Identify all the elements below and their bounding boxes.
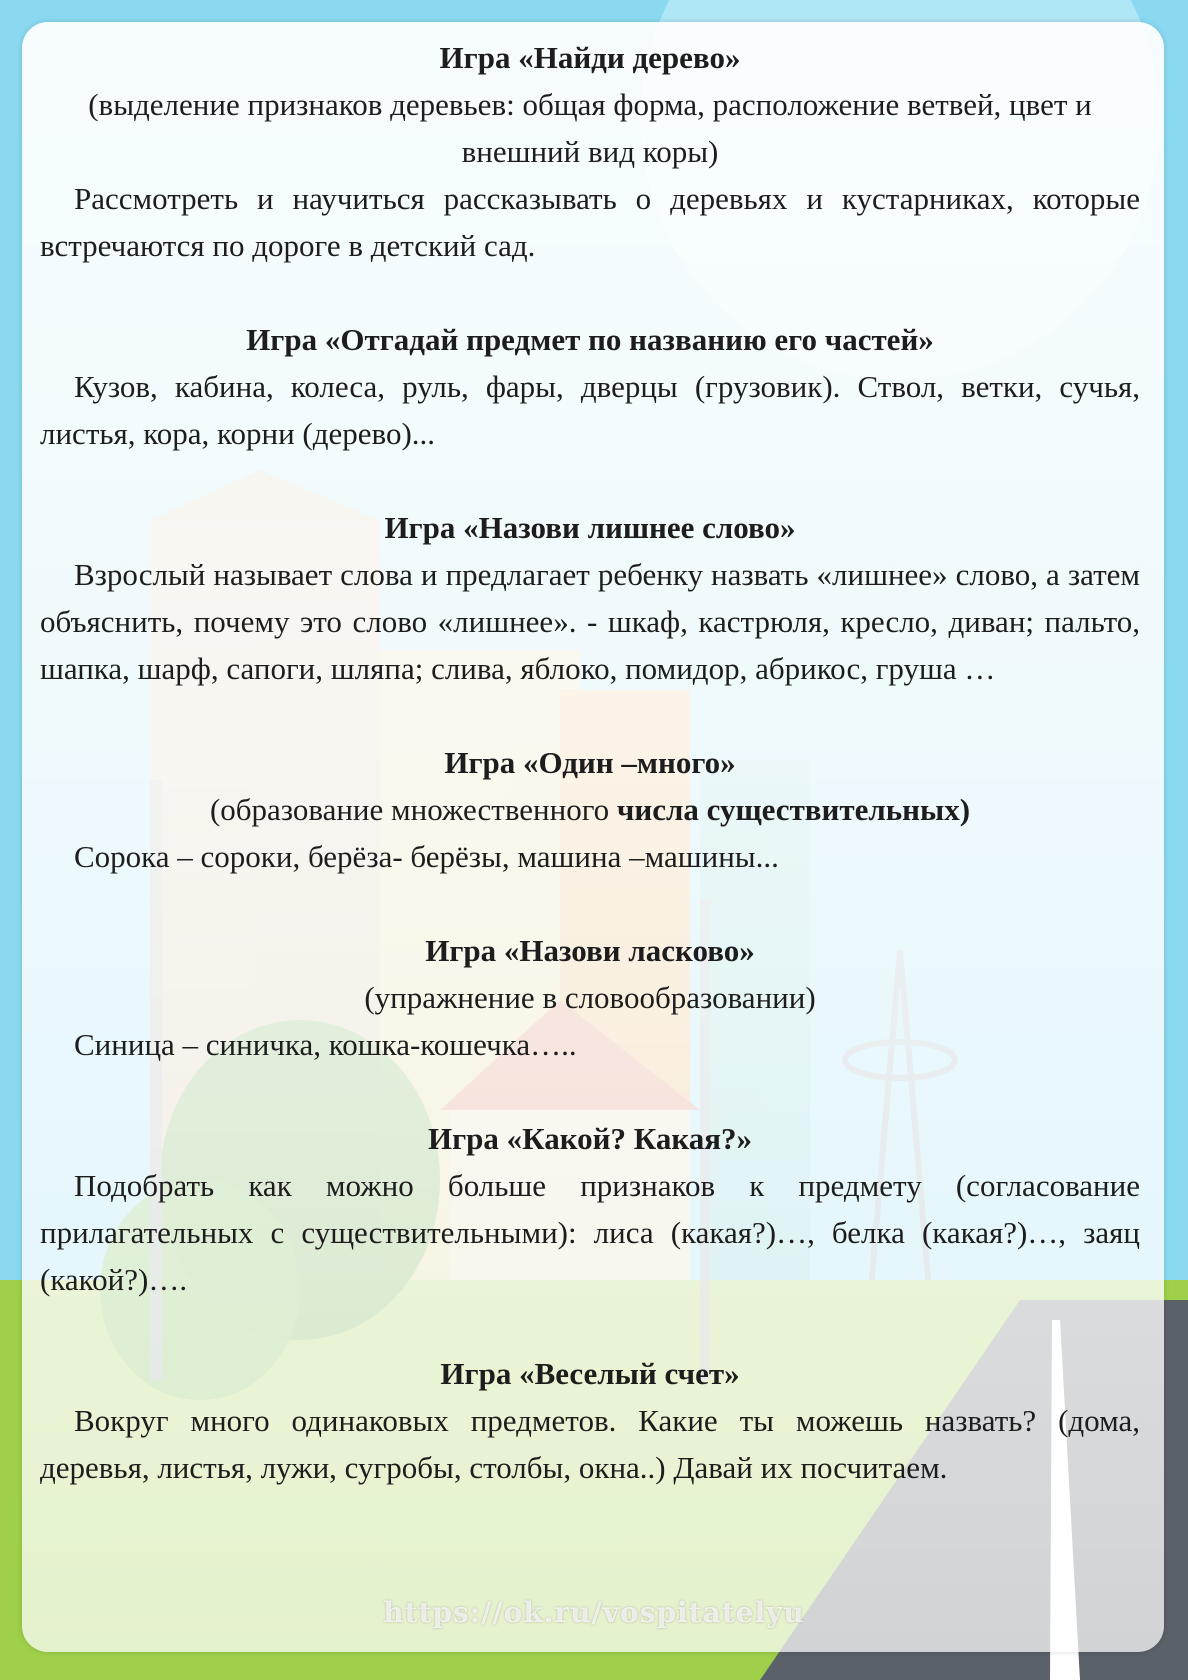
section-text: Подобрать как можно больше признаков к предмету (согласование прилагательных с существительными): лиса (какая?)…, белка (какая?)…, заяц (какой?)….: [40, 1168, 1140, 1297]
watermark-url: https://ok.ru/vospitatelyu: [383, 1596, 805, 1629]
section-title: Игра «Назови лишнее слово»: [384, 510, 796, 545]
section-title: Игра «Какой? Какая?»: [427, 1121, 753, 1156]
section-text: Взрослый называет слова и предлагает ребенку назвать «лишнее» слово, а затем объяснить, почему это слово «лишнее». - шкаф, кастрюля, кресло, диван; пальто, шапка, шарф, сапоги, шляпа; слива, яблоко, помидор, абрикос, груша …: [40, 557, 1140, 686]
section-subtitle: (выделение признаков деревьев: общая форма, расположение ветвей, цвет и внешний вид коры): [88, 87, 1092, 169]
section-text: Рассмотреть и научиться рассказывать о деревьях и кустарниках, которые встречаются по дороге в детский сад.: [40, 181, 1140, 263]
section-text: Кузов, кабина, колеса, руль, фары, дверцы (грузовик). Ствол, ветки, сучья, листья, кора, корни (дерево)...: [40, 369, 1140, 451]
section-text: Сорока – сороки, берёза- берёзы, машина –машины...: [74, 839, 779, 874]
subtitle-bold: числа существительных): [616, 792, 971, 827]
section-subtitle: (упражнение в словообразовании): [364, 980, 816, 1015]
section-title: Игра «Один –много»: [444, 745, 736, 780]
section-title: Игра «Веселый счет»: [440, 1356, 740, 1391]
section-subtitle: [40, 786, 1140, 833]
subtitle-plain: (образование множественного: [209, 792, 617, 827]
content: [40, 34, 1140, 1491]
section-title: Игра «Назови ласково»: [425, 933, 755, 968]
section-title: Игра «Отгадай предмет по названию его частей»: [246, 322, 934, 357]
section-title: Игра «Найди дерево»: [439, 40, 741, 75]
section-text: Синица – синичка, кошка-кошечка…..: [74, 1027, 577, 1062]
section-text: Вокруг много одинаковых предметов. Какие ты можешь назвать? (дома, деревья, листья, лужи, сугробы, столбы, окна..) Давай их посчитаем.: [40, 1403, 1140, 1485]
